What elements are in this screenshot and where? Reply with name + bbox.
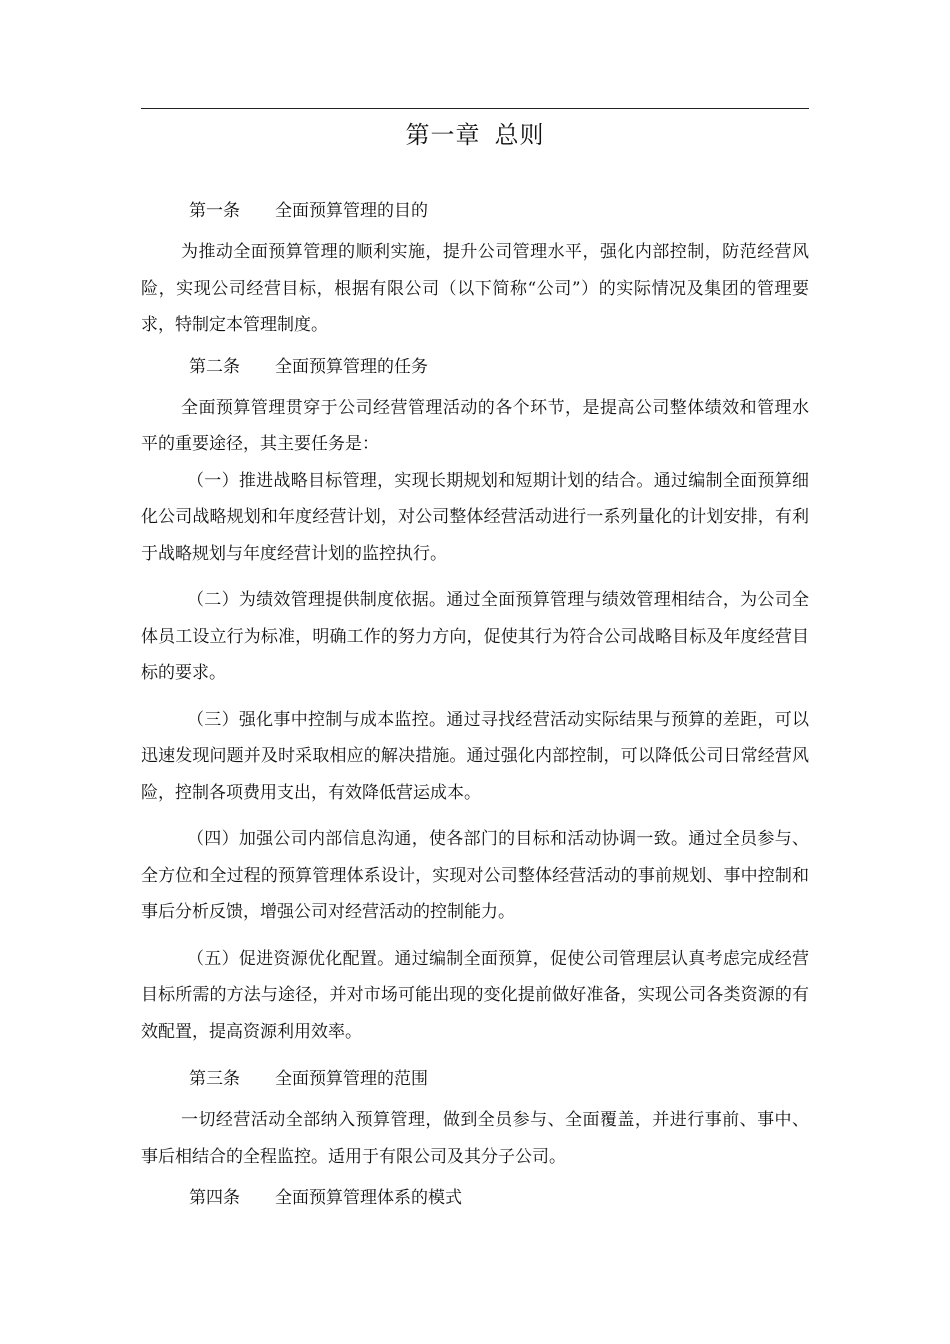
article-2-item-2: （二）为绩效管理提供制度依据。通过全面预算管理与绩效管理相结合，为公司全体员工设立行为标准，明确工作的努力方向，促使其行为符合公司战略目标及年度经营目标的要求。 [141, 590, 809, 683]
article-3-label: 第三条 [189, 1069, 240, 1089]
chapter-name: 总则 [494, 121, 545, 149]
chapter-title [141, 118, 809, 152]
article-3-paragraph: 一切经营活动全部纳入预算管理，做到全员参与、全面覆盖，并进行事前、事中、事后相结合的全程监控。适用于有限公司及其分子公司。 [141, 1110, 809, 1167]
article-4-title: 全面预算管理体系的模式 [275, 1188, 462, 1208]
article-3-heading [141, 1064, 809, 1094]
article-2-paragraph: 全面预算管理贯穿于公司经营管理活动的各个环节，是提高公司整体绩效和管理水平的重要途径，其主要任务是： [141, 397, 809, 454]
article-2-label: 第二条 [189, 356, 240, 377]
article-2-item-1: （一）推进战略目标管理，实现长期规划和短期计划的结合。通过编制全面预算细化公司战略规划和年度经营计划，对公司整体经营活动进行一系列量化的计划安排，有利于战略规划与年度经营计划的监控执行。 [141, 470, 809, 564]
article-3-title: 全面预算管理的范围 [275, 1069, 428, 1089]
header-rule [141, 108, 809, 109]
article-4-heading [141, 1183, 809, 1213]
body-text [141, 196, 809, 1213]
article-4-label: 第四条 [189, 1188, 240, 1208]
article-1-label: 第一条 [189, 201, 240, 221]
article-1-title: 全面预算管理的目的 [275, 201, 428, 221]
article-2-item-3: （三）强化事中控制与成本监控。通过寻找经营活动实际结果与预算的差距，可以迅速发现问题并及时采取相应的解决措施。通过强化内部控制，可以降低公司日常经营风险，控制各项费用支出，有效降低营运成本。 [141, 709, 809, 803]
article-2-item-4: （四）加强公司内部信息沟通，使各部门的目标和活动协调一致。通过全员参与、全方位和全过程的预算管理体系设计，实现对公司整体经营活动的事前规划、事中控制和事后分析反馈，增强公司对经营活动的控制能力。 [141, 829, 809, 922]
article-1-heading [141, 196, 809, 226]
article-2-item-5: （五）促进资源优化配置。通过编制全面预算，促使公司管理层认真考虑完成经营目标所需的方法与途径，并对市场可能出现的变化提前做好准备，实现公司各类资源的有效配置，提高资源利用效率。 [141, 948, 809, 1042]
article-2-heading [141, 352, 809, 382]
article-1-paragraph: 为推动全面预算管理的顺利实施，提升公司管理水平，强化内部控制，防范经营风险，实现公司经营目标，根据有限公司（以下简称“公司”）的实际情况及集团的管理要求，特制定本管理制度。 [141, 242, 809, 335]
chapter-number: 第一章 [405, 121, 481, 149]
article-2-title: 全面预算管理的任务 [275, 356, 428, 377]
